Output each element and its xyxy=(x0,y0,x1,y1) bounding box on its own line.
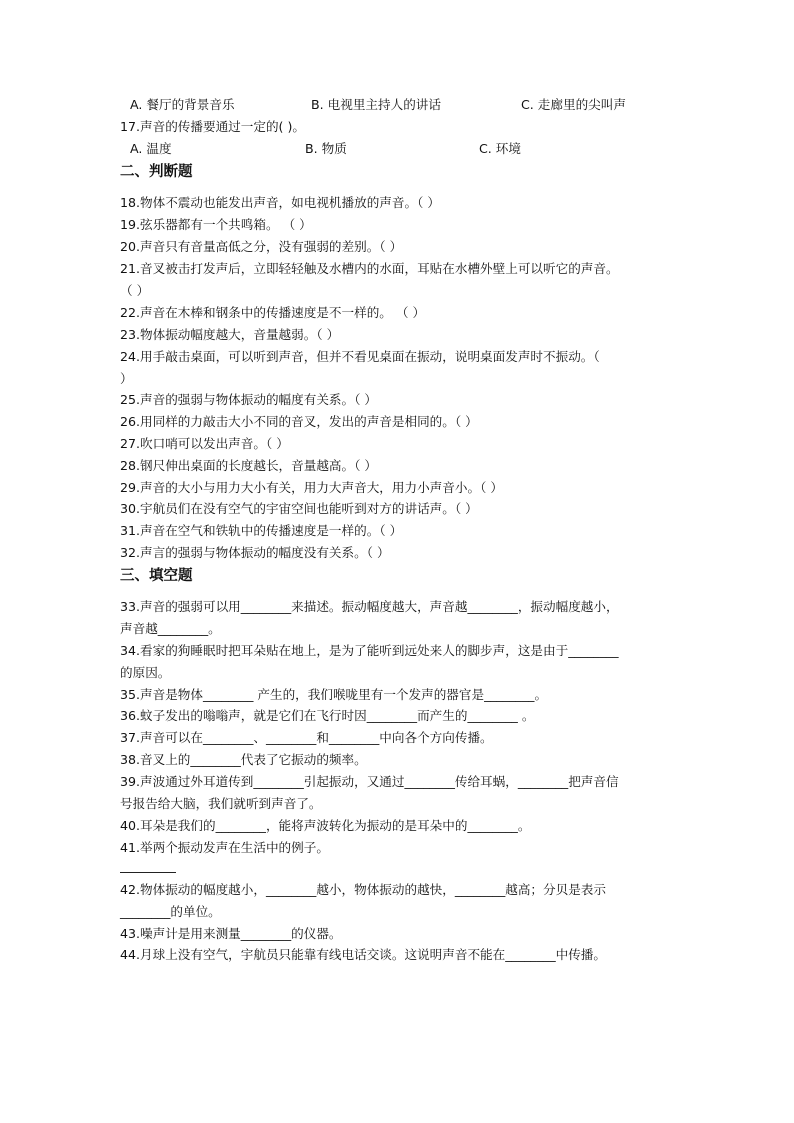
question-37: 37.声音可以在________、________和________中向各个方向传播。 xyxy=(120,730,493,745)
question-27: 27.吹口哨可以发出声音。（ ） xyxy=(120,436,289,451)
question-40: 40.耳朵是我们的________，能将声波转化为振动的是耳朵中的________。 xyxy=(120,818,531,833)
question-42-cont: ________的单位。 xyxy=(120,904,221,919)
question-26: 26.用同样的力敲击大小不同的音叉，发出的声音是相同的。（ ） xyxy=(120,414,478,429)
question-42: 42.物体振动的幅度越小，________越小，物体振动的越快，________越高；分贝是表示 xyxy=(120,882,606,897)
question-24-bracket: ） xyxy=(120,371,133,386)
section-title-judgement: 二、判断题 xyxy=(120,164,193,180)
question-18: 18.物体不震动也能发出声音，如电视机播放的声音。（ ） xyxy=(120,195,440,210)
section-title-fill-blank: 三、填空题 xyxy=(120,568,193,584)
question-32: 32.声言的强弱与物体振动的幅度没有关系。（ ） xyxy=(120,545,390,560)
q17-option-c: C. 环境 xyxy=(479,141,521,156)
question-30: 30.宇航员们在没有空气的宇宙空间也能听到对方的讲话声。（ ） xyxy=(120,501,478,516)
question-36: 36.蚊子发出的嗡嗡声，就是它们在飞行时因________而产生的________ 。 xyxy=(120,708,535,723)
question-24: 24.用手敲击桌面，可以听到声音，但并不看见桌面在振动，说明桌面发声时不振动。（ xyxy=(120,349,600,364)
q16-option-b: B. 电视里主持人的讲话 xyxy=(311,97,441,112)
question-21-brackets: （ ） xyxy=(120,283,150,298)
q16-option-a: A. 餐厅的背景音乐 xyxy=(130,97,235,112)
question-43: 43.噪声计是用来测量________的仪器。 xyxy=(120,926,342,941)
q16-option-c: C. 走廊里的尖叫声 xyxy=(521,97,626,112)
question-21: 21.音叉被击打发声后，立即轻轻触及水槽内的水面，耳贴在水槽外壁上可以听它的声音。 xyxy=(120,261,619,276)
question-44: 44.月球上没有空气，宇航员只能靠有线电话交谈。这说明声音不能在________中传播。 xyxy=(120,947,606,962)
q17-option-b: B. 物质 xyxy=(305,141,347,156)
q17-option-a: A. 温度 xyxy=(130,141,172,156)
question-31: 31.声音在空气和铁轨中的传播速度是一样的。（ ） xyxy=(120,523,403,538)
question-39: 39.声波通过外耳道传到________引起振动，又通过________传给耳蜗，________把声音信 xyxy=(120,774,619,789)
question-35: 35.声音是物体________ 产生的，我们喉咙里有一个发声的器官是________。 xyxy=(120,687,548,702)
question-25: 25.声音的强弱与物体振动的幅度有关系。（ ） xyxy=(120,392,378,407)
question-28: 28.钢尺伸出桌面的长度越长，音量越高。（ ） xyxy=(120,458,378,473)
answer-blank-41 xyxy=(120,872,176,873)
question-41: 41.举两个振动发声在生活中的例子。 xyxy=(120,840,329,855)
question-39-cont: 号报告给大脑，我们就听到声音了。 xyxy=(120,796,322,811)
question-38: 38.音叉上的________代表了它振动的频率。 xyxy=(120,752,367,767)
question-34-cont: 的原因。 xyxy=(120,665,171,680)
question-22: 22.声音在木棒和钢条中的传播速度是不一样的。 （ ） xyxy=(120,305,426,320)
question-20: 20.声音只有音量高低之分，没有强弱的差别。（ ） xyxy=(120,239,403,254)
question-33-cont: 声音越________。 xyxy=(120,621,221,636)
question-33: 33.声音的强弱可以用________来描述。振动幅度越大，声音越________，振动幅度越小， xyxy=(120,599,619,614)
question-23: 23.物体振动幅度越大，音量越弱。（ ） xyxy=(120,327,340,342)
question-19: 19.弦乐器都有一个共鸣箱。 （ ） xyxy=(120,217,312,232)
question-29: 29.声音的大小与用力大小有关，用力大声音大，用力小声音小。（ ） xyxy=(120,480,503,495)
question-34: 34.看家的狗睡眠时把耳朵贴在地上，是为了能听到远处来人的脚步声，这是由于________ xyxy=(120,643,619,658)
q17-stem: 17.声音的传播要通过一定的( )。 xyxy=(120,119,305,134)
